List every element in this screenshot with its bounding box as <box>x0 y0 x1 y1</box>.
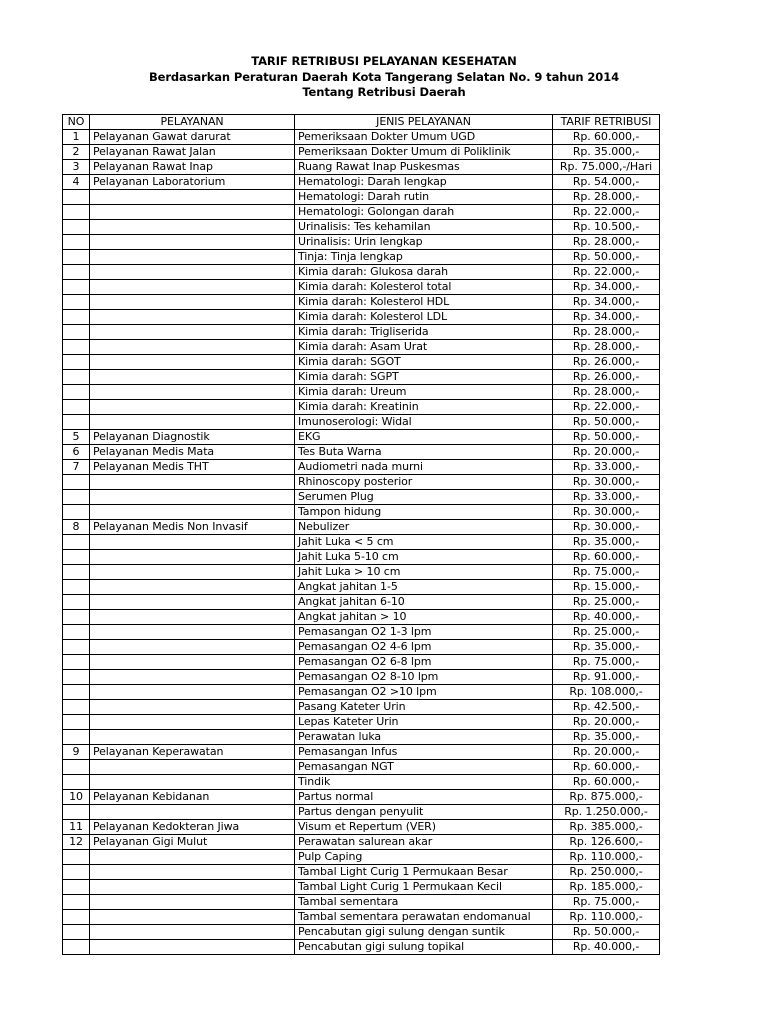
row-no <box>63 850 90 865</box>
row-tarif: Rp. 30.000,- <box>553 520 660 535</box>
row-no <box>63 910 90 925</box>
row-jenis-pelayanan: Pasang Kateter Urin <box>295 700 553 715</box>
table-row <box>63 565 660 580</box>
row-pelayanan <box>90 775 295 790</box>
row-pelayanan: Pelayanan Kebidanan <box>90 790 295 805</box>
row-tarif: Rp. 185.000,- <box>553 880 660 895</box>
row-pelayanan <box>90 235 295 250</box>
row-tarif: Rp. 50.000,- <box>553 430 660 445</box>
row-tarif: Rp. 42.500,- <box>553 700 660 715</box>
table-row <box>63 460 660 475</box>
row-no: 9 <box>63 745 90 760</box>
row-pelayanan: Pelayanan Medis Non Invasif <box>90 520 295 535</box>
row-tarif: Rp. 40.000,- <box>553 610 660 625</box>
row-tarif: Rp. 28.000,- <box>553 325 660 340</box>
row-no <box>63 220 90 235</box>
row-tarif: Rp. 91.000,- <box>553 670 660 685</box>
row-no <box>63 685 90 700</box>
row-tarif: Rp. 30.000,- <box>553 505 660 520</box>
table-row <box>63 340 660 355</box>
row-jenis-pelayanan: Urinalisis: Urin lengkap <box>295 235 553 250</box>
table-row <box>63 730 660 745</box>
table-row <box>63 295 660 310</box>
row-jenis-pelayanan: Kimia darah: Trigliserida <box>295 325 553 340</box>
row-jenis-pelayanan: Tampon hidung <box>295 505 553 520</box>
row-no <box>63 880 90 895</box>
table-row <box>63 430 660 445</box>
row-jenis-pelayanan: Kimia darah: Glukosa darah <box>295 265 553 280</box>
row-no <box>63 760 90 775</box>
table-row <box>63 745 660 760</box>
row-pelayanan <box>90 280 295 295</box>
table-row <box>63 520 660 535</box>
row-pelayanan: Pelayanan Diagnostik <box>90 430 295 445</box>
row-pelayanan <box>90 685 295 700</box>
row-tarif: Rp. 33.000,- <box>553 460 660 475</box>
row-tarif: Rp. 35.000,- <box>553 145 660 160</box>
row-pelayanan <box>90 595 295 610</box>
row-pelayanan: Pelayanan Medis THT <box>90 460 295 475</box>
row-no <box>63 715 90 730</box>
table-row <box>63 835 660 850</box>
header-no: NO <box>63 115 90 130</box>
row-jenis-pelayanan: Pemeriksaan Dokter Umum UGD <box>295 130 553 145</box>
row-jenis-pelayanan: Tes Buta Warna <box>295 445 553 460</box>
row-pelayanan <box>90 370 295 385</box>
document-title <box>0 54 768 101</box>
row-jenis-pelayanan: Kimia darah: SGOT <box>295 355 553 370</box>
row-pelayanan <box>90 295 295 310</box>
row-jenis-pelayanan: Kimia darah: Kreatinin <box>295 400 553 415</box>
row-jenis-pelayanan: Kimia darah: Ureum <box>295 385 553 400</box>
row-pelayanan <box>90 865 295 880</box>
row-pelayanan: Pelayanan Keperawatan <box>90 745 295 760</box>
row-pelayanan: Pelayanan Gawat darurat <box>90 130 295 145</box>
row-jenis-pelayanan: EKG <box>295 430 553 445</box>
row-jenis-pelayanan: Serumen Plug <box>295 490 553 505</box>
row-tarif: Rp. 25.000,- <box>553 595 660 610</box>
tariff-table <box>62 114 660 955</box>
row-no: 1 <box>63 130 90 145</box>
row-tarif: Rp. 35.000,- <box>553 640 660 655</box>
row-jenis-pelayanan: Pulp Caping <box>295 850 553 865</box>
row-pelayanan <box>90 505 295 520</box>
row-no <box>63 190 90 205</box>
row-no <box>63 400 90 415</box>
row-tarif: Rp. 26.000,- <box>553 370 660 385</box>
row-no <box>63 595 90 610</box>
row-tarif: Rp. 250.000,- <box>553 865 660 880</box>
table-row <box>63 505 660 520</box>
row-no <box>63 490 90 505</box>
row-tarif: Rp. 22.000,- <box>553 205 660 220</box>
table-row <box>63 640 660 655</box>
row-pelayanan <box>90 925 295 940</box>
row-tarif: Rp. 60.000,- <box>553 775 660 790</box>
row-no: 5 <box>63 430 90 445</box>
row-no <box>63 310 90 325</box>
row-no <box>63 940 90 955</box>
row-pelayanan: Pelayanan Kedokteran Jiwa <box>90 820 295 835</box>
row-no <box>63 670 90 685</box>
row-jenis-pelayanan: Partus dengan penyulit <box>295 805 553 820</box>
table-header-row <box>63 115 660 130</box>
row-no <box>63 340 90 355</box>
row-tarif: Rp. 28.000,- <box>553 235 660 250</box>
row-tarif: Rp. 50.000,- <box>553 415 660 430</box>
row-jenis-pelayanan: Imunoserologi: Widal <box>295 415 553 430</box>
row-tarif: Rp. 110.000,- <box>553 850 660 865</box>
row-tarif: Rp. 75.000,-/Hari <box>553 160 660 175</box>
row-tarif: Rp. 15.000,- <box>553 580 660 595</box>
row-tarif: Rp. 34.000,- <box>553 310 660 325</box>
row-pelayanan <box>90 700 295 715</box>
row-pelayanan <box>90 415 295 430</box>
row-no <box>63 265 90 280</box>
row-tarif: Rp. 33.000,- <box>553 490 660 505</box>
row-tarif: Rp. 22.000,- <box>553 400 660 415</box>
header-tarif-retribusi: TARIF RETRIBUSI <box>553 115 660 130</box>
row-no <box>63 535 90 550</box>
table-row <box>63 130 660 145</box>
row-jenis-pelayanan: Tambal sementara <box>295 895 553 910</box>
row-pelayanan <box>90 535 295 550</box>
row-jenis-pelayanan: Pemasangan O2 >10 lpm <box>295 685 553 700</box>
row-jenis-pelayanan: Kimia darah: Kolesterol HDL <box>295 295 553 310</box>
row-jenis-pelayanan: Angkat jahitan > 10 <box>295 610 553 625</box>
title-line-1: TARIF RETRIBUSI PELAYANAN KESEHATAN <box>251 54 517 68</box>
row-tarif: Rp. 50.000,- <box>553 250 660 265</box>
table-body <box>63 130 660 955</box>
row-pelayanan: Pelayanan Rawat Inap <box>90 160 295 175</box>
row-pelayanan <box>90 355 295 370</box>
row-jenis-pelayanan: Kimia darah: Asam Urat <box>295 340 553 355</box>
row-jenis-pelayanan: Jahit Luka < 5 cm <box>295 535 553 550</box>
row-no <box>63 730 90 745</box>
table-row <box>63 760 660 775</box>
row-no: 8 <box>63 520 90 535</box>
row-tarif: Rp. 60.000,- <box>553 760 660 775</box>
row-tarif: Rp. 26.000,- <box>553 355 660 370</box>
row-tarif: Rp. 75.000,- <box>553 895 660 910</box>
table-row <box>63 805 660 820</box>
row-pelayanan <box>90 670 295 685</box>
row-jenis-pelayanan: Pencabutan gigi sulung topikal <box>295 940 553 955</box>
row-pelayanan <box>90 895 295 910</box>
row-pelayanan <box>90 565 295 580</box>
row-pelayanan <box>90 250 295 265</box>
row-jenis-pelayanan: Pemasangan Infus <box>295 745 553 760</box>
row-no <box>63 565 90 580</box>
row-jenis-pelayanan: Kimia darah: Kolesterol total <box>295 280 553 295</box>
table-row <box>63 580 660 595</box>
table-row <box>63 625 660 640</box>
row-jenis-pelayanan: Tambal sementara perawatan endomanual <box>295 910 553 925</box>
row-jenis-pelayanan: Angkat jahitan 1-5 <box>295 580 553 595</box>
row-no <box>63 640 90 655</box>
row-tarif: Rp. 20.000,- <box>553 445 660 460</box>
row-jenis-pelayanan: Perawatan salurean akar <box>295 835 553 850</box>
row-tarif: Rp. 54.000,- <box>553 175 660 190</box>
row-tarif: Rp. 108.000,- <box>553 685 660 700</box>
row-tarif: Rp. 875.000,- <box>553 790 660 805</box>
table-row <box>63 880 660 895</box>
row-no: 12 <box>63 835 90 850</box>
row-tarif: Rp. 110.000,- <box>553 910 660 925</box>
row-tarif: Rp. 385.000,- <box>553 820 660 835</box>
row-jenis-pelayanan: Pemasangan O2 4-6 lpm <box>295 640 553 655</box>
row-jenis-pelayanan: Pemasangan O2 1-3 lpm <box>295 625 553 640</box>
row-no <box>63 505 90 520</box>
table-row <box>63 775 660 790</box>
row-pelayanan <box>90 940 295 955</box>
row-no <box>63 325 90 340</box>
row-pelayanan <box>90 475 295 490</box>
table-row <box>63 490 660 505</box>
row-no <box>63 550 90 565</box>
row-no <box>63 925 90 940</box>
row-jenis-pelayanan: Pencabutan gigi sulung dengan suntik <box>295 925 553 940</box>
row-pelayanan <box>90 550 295 565</box>
row-jenis-pelayanan: Tambal Light Curig 1 Permukaan Kecil <box>295 880 553 895</box>
row-no <box>63 370 90 385</box>
row-jenis-pelayanan: Urinalisis: Tes kehamilan <box>295 220 553 235</box>
row-tarif: Rp. 50.000,- <box>553 925 660 940</box>
row-pelayanan <box>90 220 295 235</box>
table-row <box>63 940 660 955</box>
row-pelayanan <box>90 715 295 730</box>
row-no <box>63 250 90 265</box>
row-tarif: Rp. 1.250.000,- <box>553 805 660 820</box>
row-no: 2 <box>63 145 90 160</box>
table-row <box>63 280 660 295</box>
row-pelayanan <box>90 325 295 340</box>
row-pelayanan <box>90 640 295 655</box>
table-row <box>63 685 660 700</box>
row-no: 10 <box>63 790 90 805</box>
row-jenis-pelayanan: Jahit Luka > 10 cm <box>295 565 553 580</box>
row-pelayanan <box>90 190 295 205</box>
row-no <box>63 610 90 625</box>
row-tarif: Rp. 75.000,- <box>553 565 660 580</box>
row-jenis-pelayanan: Kimia darah: SGPT <box>295 370 553 385</box>
table-row <box>63 310 660 325</box>
row-pelayanan <box>90 205 295 220</box>
table-row <box>63 145 660 160</box>
table-row <box>63 325 660 340</box>
row-pelayanan <box>90 910 295 925</box>
table-row <box>63 175 660 190</box>
row-jenis-pelayanan: Pemasangan NGT <box>295 760 553 775</box>
row-pelayanan <box>90 730 295 745</box>
row-no <box>63 700 90 715</box>
row-no: 6 <box>63 445 90 460</box>
table-row <box>63 595 660 610</box>
table-row <box>63 700 660 715</box>
row-no <box>63 385 90 400</box>
row-tarif: Rp. 22.000,- <box>553 265 660 280</box>
row-pelayanan <box>90 490 295 505</box>
table-row <box>63 850 660 865</box>
row-pelayanan <box>90 610 295 625</box>
table-row <box>63 550 660 565</box>
row-no <box>63 415 90 430</box>
row-jenis-pelayanan: Visum et Repertum (VER) <box>295 820 553 835</box>
row-jenis-pelayanan: Kimia darah: Kolesterol LDL <box>295 310 553 325</box>
row-no <box>63 805 90 820</box>
row-jenis-pelayanan: Pemeriksaan Dokter Umum di Poliklinik <box>295 145 553 160</box>
row-tarif: Rp. 40.000,- <box>553 940 660 955</box>
row-no <box>63 280 90 295</box>
row-no: 3 <box>63 160 90 175</box>
row-pelayanan <box>90 310 295 325</box>
row-jenis-pelayanan: Rhinoscopy posterior <box>295 475 553 490</box>
table-row <box>63 475 660 490</box>
title-line-2: Berdasarkan Peraturan Daerah Kota Tangerang Selatan No. 9 tahun 2014 <box>148 69 620 84</box>
table-row <box>63 445 660 460</box>
row-jenis-pelayanan: Tambal Light Curig 1 Permukaan Besar <box>295 865 553 880</box>
table-row <box>63 865 660 880</box>
row-jenis-pelayanan: Hematologi: Golongan darah <box>295 205 553 220</box>
row-pelayanan <box>90 655 295 670</box>
row-pelayanan: Pelayanan Medis Mata <box>90 445 295 460</box>
row-no <box>63 580 90 595</box>
row-no <box>63 655 90 670</box>
row-jenis-pelayanan: Ruang Rawat Inap Puskesmas <box>295 160 553 175</box>
row-jenis-pelayanan: Hematologi: Darah rutin <box>295 190 553 205</box>
row-tarif: Rp. 28.000,- <box>553 190 660 205</box>
header-pelayanan: PELAYANAN <box>90 115 295 130</box>
row-tarif: Rp. 35.000,- <box>553 535 660 550</box>
row-tarif: Rp. 60.000,- <box>553 130 660 145</box>
row-tarif: Rp. 35.000,- <box>553 730 660 745</box>
table-row <box>63 385 660 400</box>
row-pelayanan <box>90 805 295 820</box>
row-pelayanan: Pelayanan Laboratorium <box>90 175 295 190</box>
row-jenis-pelayanan: Jahit Luka 5-10 cm <box>295 550 553 565</box>
row-no <box>63 475 90 490</box>
row-tarif: Rp. 34.000,- <box>553 295 660 310</box>
row-tarif: Rp. 10.500,- <box>553 220 660 235</box>
table-row <box>63 190 660 205</box>
row-pelayanan <box>90 385 295 400</box>
table-row <box>63 610 660 625</box>
row-jenis-pelayanan: Perawatan luka <box>295 730 553 745</box>
row-jenis-pelayanan: Hematologi: Darah lengkap <box>295 175 553 190</box>
row-no: 4 <box>63 175 90 190</box>
row-tarif: Rp. 25.000,- <box>553 625 660 640</box>
table-row <box>63 670 660 685</box>
row-pelayanan <box>90 265 295 280</box>
row-no <box>63 355 90 370</box>
row-jenis-pelayanan: Audiometri nada murni <box>295 460 553 475</box>
row-jenis-pelayanan: Tinja: Tinja lengkap <box>295 250 553 265</box>
row-tarif: Rp. 34.000,- <box>553 280 660 295</box>
row-jenis-pelayanan: Partus normal <box>295 790 553 805</box>
table-row <box>63 655 660 670</box>
table-row <box>63 925 660 940</box>
row-tarif: Rp. 30.000,- <box>553 475 660 490</box>
table-row <box>63 415 660 430</box>
table-row <box>63 715 660 730</box>
table-row <box>63 790 660 805</box>
row-jenis-pelayanan: Tindik <box>295 775 553 790</box>
row-jenis-pelayanan: Nebulizer <box>295 520 553 535</box>
row-tarif: Rp. 28.000,- <box>553 340 660 355</box>
row-pelayanan: Pelayanan Rawat Jalan <box>90 145 295 160</box>
row-pelayanan <box>90 850 295 865</box>
row-no <box>63 775 90 790</box>
table-row <box>63 235 660 250</box>
row-no <box>63 895 90 910</box>
table-row <box>63 355 660 370</box>
row-no <box>63 235 90 250</box>
row-tarif: Rp. 28.000,- <box>553 385 660 400</box>
row-tarif: Rp. 75.000,- <box>553 655 660 670</box>
row-jenis-pelayanan: Angkat jahitan 6-10 <box>295 595 553 610</box>
row-no: 7 <box>63 460 90 475</box>
row-pelayanan <box>90 400 295 415</box>
table-row <box>63 160 660 175</box>
row-pelayanan: Pelayanan Gigi Mulut <box>90 835 295 850</box>
row-pelayanan <box>90 760 295 775</box>
table-row <box>63 910 660 925</box>
row-tarif: Rp. 20.000,- <box>553 715 660 730</box>
table-row <box>63 220 660 235</box>
row-pelayanan <box>90 580 295 595</box>
row-pelayanan <box>90 625 295 640</box>
table-row <box>63 400 660 415</box>
row-jenis-pelayanan: Lepas Kateter Urin <box>295 715 553 730</box>
title-line-3: Tentang Retribusi Daerah <box>302 85 466 99</box>
row-pelayanan <box>90 340 295 355</box>
table-row <box>63 895 660 910</box>
row-pelayanan <box>90 880 295 895</box>
table-row <box>63 265 660 280</box>
row-jenis-pelayanan: Pemasangan O2 8-10 lpm <box>295 670 553 685</box>
row-no <box>63 295 90 310</box>
row-no <box>63 205 90 220</box>
row-tarif: Rp. 20.000,- <box>553 745 660 760</box>
row-jenis-pelayanan: Pemasangan O2 6-8 lpm <box>295 655 553 670</box>
table-row <box>63 370 660 385</box>
table-row <box>63 820 660 835</box>
table-row <box>63 250 660 265</box>
table-row <box>63 205 660 220</box>
row-no <box>63 625 90 640</box>
table-row <box>63 535 660 550</box>
header-jenis-pelayanan: JENIS PELAYANAN <box>295 115 553 130</box>
row-no <box>63 865 90 880</box>
row-tarif: Rp. 126.600,- <box>553 835 660 850</box>
row-tarif: Rp. 60.000,- <box>553 550 660 565</box>
row-no: 11 <box>63 820 90 835</box>
